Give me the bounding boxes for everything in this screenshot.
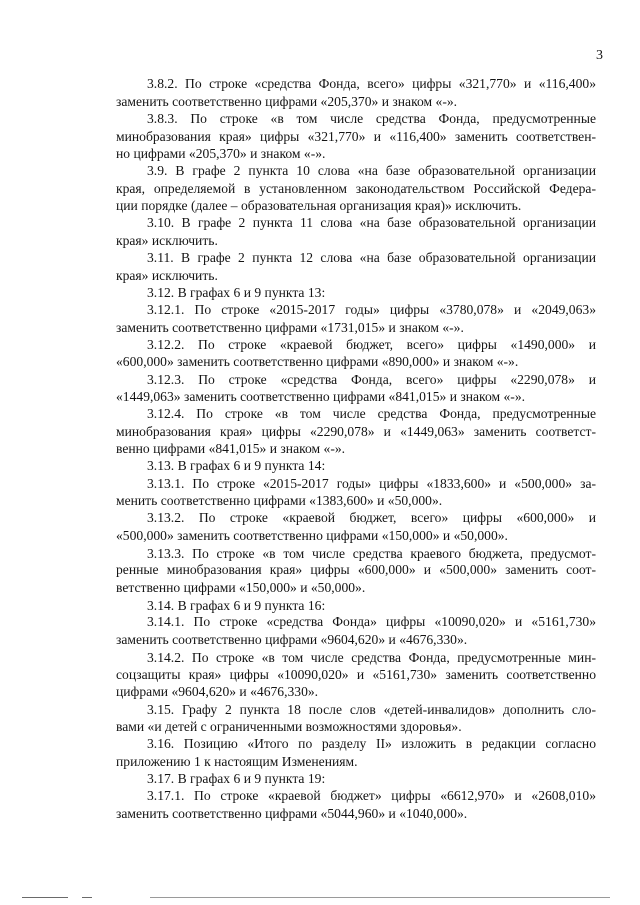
text-line: ции порядке (далее – образовательная организация края)» исключить. [116,198,522,213]
text-line: 3.8.2. По строке «средства Фонда, всего» цифры «321,770» и «116,400» [147,76,596,91]
text-line: 3.12.3. По строке «средства Фонда, всего» цифры «2290,078» и [147,372,596,387]
text-line: 3.11. В графе 2 пункта 12 слова «на базе образовательной организации [147,250,596,265]
text-line: менить соответственно цифрами «1383,600» и «50,000». [116,493,443,508]
text-line: «600,000» заменить соответственно цифрами «890,000» и знаком «-». [116,354,519,369]
text-line: 3.13. В графах 6 и 9 пункта 14: [147,458,326,473]
text-line: 3.17.1. По строке «краевой бюджет» цифры «6612,970» и «2608,010» [147,788,596,803]
text-line: заменить соответственно цифрами «205,370» и знаком «-». [116,94,458,109]
text-line: 3.13.3. По строке «в том числе средства краевого бюджета, предусмот- [147,546,596,561]
scan-mark-right [150,897,610,898]
text-line: приложению 1 к настоящим Изменениям. [116,754,358,769]
text-line: 3.10. В графе 2 пункта 11 слова «на базе образовательной организации [147,215,596,230]
text-line: 3.17. В графах 6 и 9 пункта 19: [147,771,326,786]
text-line: цифрами «9604,620» и «4676,330». [116,684,319,699]
text-line: минобразования края» цифры «2290,078» и «1449,063» заменить соответст- [116,424,596,439]
scan-mark-left [22,897,68,898]
text-line: 3.12.2. По строке «краевой бюджет, всего» цифры «1490,000» и [147,337,596,352]
text-line: заменить соответственно цифрами «9604,620» и «4676,330». [116,632,468,647]
text-line: 3.12.4. По строке «в том числе средства Фонда, предусмотренные [147,406,596,421]
text-line: 3.13.1. По строке «2015-2017 годы» цифры «1833,600» и «500,000» за- [147,476,596,491]
text-line: вами «и детей с ограниченными возможностями здоровья». [116,719,462,734]
text-line: ренные минобразования края» цифры «600,000» и «500,000» заменить соот- [116,562,596,577]
text-line: но цифрами «205,370» и знаком «-». [116,146,326,161]
text-line: минобразования края» цифры «321,770» и «116,400» заменить соответствен- [116,129,596,144]
text-line: 3.12. В графах 6 и 9 пункта 13: [147,285,326,300]
text-line: 3.14.2. По строке «в том числе средства Фонда, предусмотренные мин- [147,650,596,665]
text-line: 3.14. В графах 6 и 9 пункта 16: [147,598,326,613]
text-line: заменить соответственно цифрами «1731,015» и знаком «-». [116,320,464,335]
scan-mark-dash [82,897,92,898]
text-line: венно цифрами «841,015» и знаком «-». [116,441,346,456]
text-line: края» исключить. [116,233,218,248]
page-number: 3 [596,48,603,63]
text-line: соцзащиты края» цифры «10090,020» и «5161,730» заменить соответственно [116,667,596,682]
text-line: ветственно цифрами «150,000» и «50,000». [116,580,366,595]
text-line: края, определяемой в установленном законодательством Российской Федера- [116,181,596,196]
text-line: «1449,063» заменить соответственно цифрами «841,015» и знаком «-». [116,389,526,404]
text-line: 3.14.1. По строке «средства Фонда» цифры «10090,020» и «5161,730» [147,614,596,629]
text-line: 3.8.3. По строке «в том числе средства Фонда, предусмотренные [147,111,596,126]
text-line: 3.13.2. По строке «краевой бюджет, всего» цифры «600,000» и [147,510,596,525]
text-line: 3.12.1. По строке «2015-2017 годы» цифры «3780,078» и «2049,063» [147,302,596,317]
text-line: края» исключить. [116,268,218,283]
text-line: заменить соответственно цифрами «5044,960» и «1040,000». [116,806,468,821]
text-line: 3.15. Графу 2 пункта 18 после слов «детей-инвалидов» дополнить сло- [147,702,596,717]
text-line: «500,000» заменить соответственно цифрами «150,000» и «50,000». [116,528,508,543]
text-line: 3.16. Позицию «Итого по разделу II» изложить в редакции согласно [147,736,596,751]
text-line: 3.9. В графе 2 пункта 10 слова «на базе образовательной организации [147,163,596,178]
